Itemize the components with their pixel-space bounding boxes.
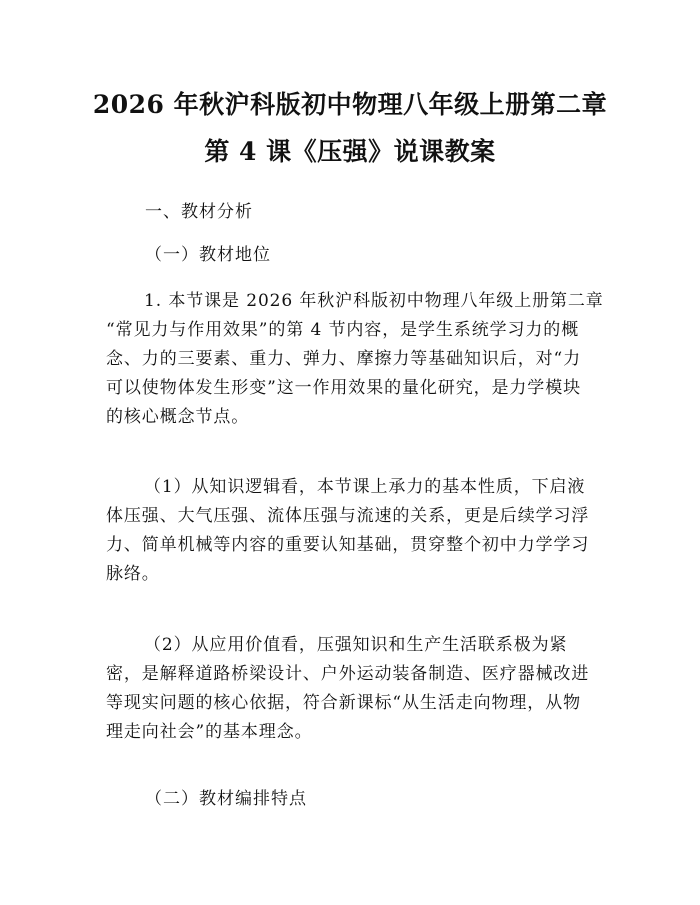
document-title-line-1: 2026 年秋沪科版初中物理八年级上册第二章 [92,90,608,119]
paragraph-line: 等现实问题的核心依据，符合新课标“从生活走向物理，从物 [106,693,581,713]
paragraph-line: 密，是解释道路桥梁设计、户外运动装备制造、医疗器械改进 [106,664,590,684]
subsection-heading-textbook-layout-features: （二）教材编排特点 [145,789,307,809]
paragraph-line: 的核心概念节点。 [106,407,250,427]
document-title-line-2: 第 4 课《压强》说课教案 [204,137,496,166]
paragraph-2 [106,473,606,589]
section-heading-textbook-analysis: 一、教材分析 [145,202,253,222]
paragraph-line: （1）从知识逻辑看，本节课上承力的基本性质，下启液 [144,477,586,497]
paragraph-3 [106,631,606,747]
paragraph-1 [106,287,606,432]
paragraph-line: “常见力与作用效果”的第 4 节内容，是学生系统学习力的概 [106,320,580,340]
paragraph-line: 体压强、大气压强、流体压强与流速的关系，更是后续学习浮 [106,506,590,526]
paragraph-line: 1. 本节课是 2026 年秋沪科版初中物理八年级上册第二章 [144,291,604,311]
paragraph-line: 脉络。 [106,564,160,584]
paragraph-line: 力、简单机械等内容的重要认知基础，贯穿整个初中力学学习 [106,535,590,555]
subsection-heading-textbook-position: （一）教材地位 [145,245,271,265]
paragraph-line: （2）从应用价值看，压强知识和生产生活联系极为紧 [144,635,568,655]
paragraph-line: 可以使物体发生形变”这一作用效果的量化研究，是力学模块 [106,378,581,398]
paragraph-line: 理走向社会”的基本理念。 [106,722,313,742]
paragraph-line: 念、力的三要素、重力、弹力、摩擦力等基础知识后，对“力 [106,349,581,369]
